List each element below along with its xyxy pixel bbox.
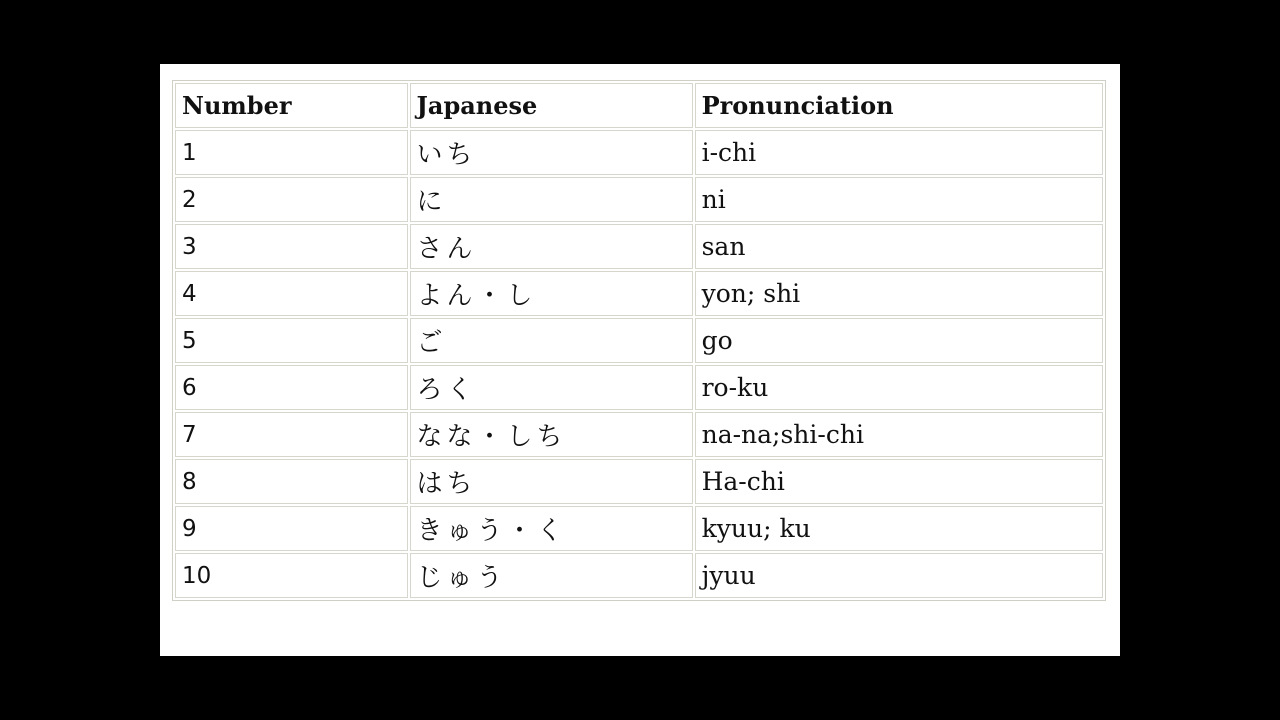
- cell-japanese: いち: [410, 130, 693, 175]
- cell-pronunciation: ni: [695, 177, 1103, 222]
- cell-pronunciation: na-na;shi-chi: [695, 412, 1103, 457]
- cell-pronunciation: yon; shi: [695, 271, 1103, 316]
- cell-japanese: なな・しち: [410, 412, 693, 457]
- table-row: [175, 318, 1103, 363]
- cell-pronunciation: kyuu; ku: [695, 506, 1103, 551]
- table-row: [175, 177, 1103, 222]
- table-row: [175, 224, 1103, 269]
- header-japanese: Japanese: [410, 83, 693, 128]
- cell-number: 1: [175, 130, 408, 175]
- table-row: [175, 459, 1103, 504]
- content-panel: [160, 64, 1120, 656]
- cell-number: 7: [175, 412, 408, 457]
- cell-number: 5: [175, 318, 408, 363]
- cell-pronunciation: Ha-chi: [695, 459, 1103, 504]
- table-row: [175, 271, 1103, 316]
- cell-number: 9: [175, 506, 408, 551]
- table-row: [175, 412, 1103, 457]
- cell-number: 4: [175, 271, 408, 316]
- cell-number: 6: [175, 365, 408, 410]
- table-header-row: [175, 83, 1103, 128]
- cell-japanese: ろく: [410, 365, 693, 410]
- table-row: [175, 130, 1103, 175]
- table-row: [175, 553, 1103, 598]
- table-row: [175, 365, 1103, 410]
- cell-japanese: ご: [410, 318, 693, 363]
- table-row: [175, 506, 1103, 551]
- cell-pronunciation: go: [695, 318, 1103, 363]
- cell-japanese: はち: [410, 459, 693, 504]
- cell-japanese: じゅう: [410, 553, 693, 598]
- cell-number: 8: [175, 459, 408, 504]
- cell-number: 10: [175, 553, 408, 598]
- cell-japanese: きゅう・く: [410, 506, 693, 551]
- japanese-numbers-table: [172, 80, 1106, 601]
- cell-pronunciation: san: [695, 224, 1103, 269]
- header-pronunciation: Pronunciation: [695, 83, 1103, 128]
- cell-japanese: に: [410, 177, 693, 222]
- cell-pronunciation: i-chi: [695, 130, 1103, 175]
- cell-number: 3: [175, 224, 408, 269]
- cell-pronunciation: jyuu: [695, 553, 1103, 598]
- cell-japanese: よん・し: [410, 271, 693, 316]
- cell-japanese: さん: [410, 224, 693, 269]
- cell-pronunciation: ro-ku: [695, 365, 1103, 410]
- header-number: Number: [175, 83, 408, 128]
- cell-number: 2: [175, 177, 408, 222]
